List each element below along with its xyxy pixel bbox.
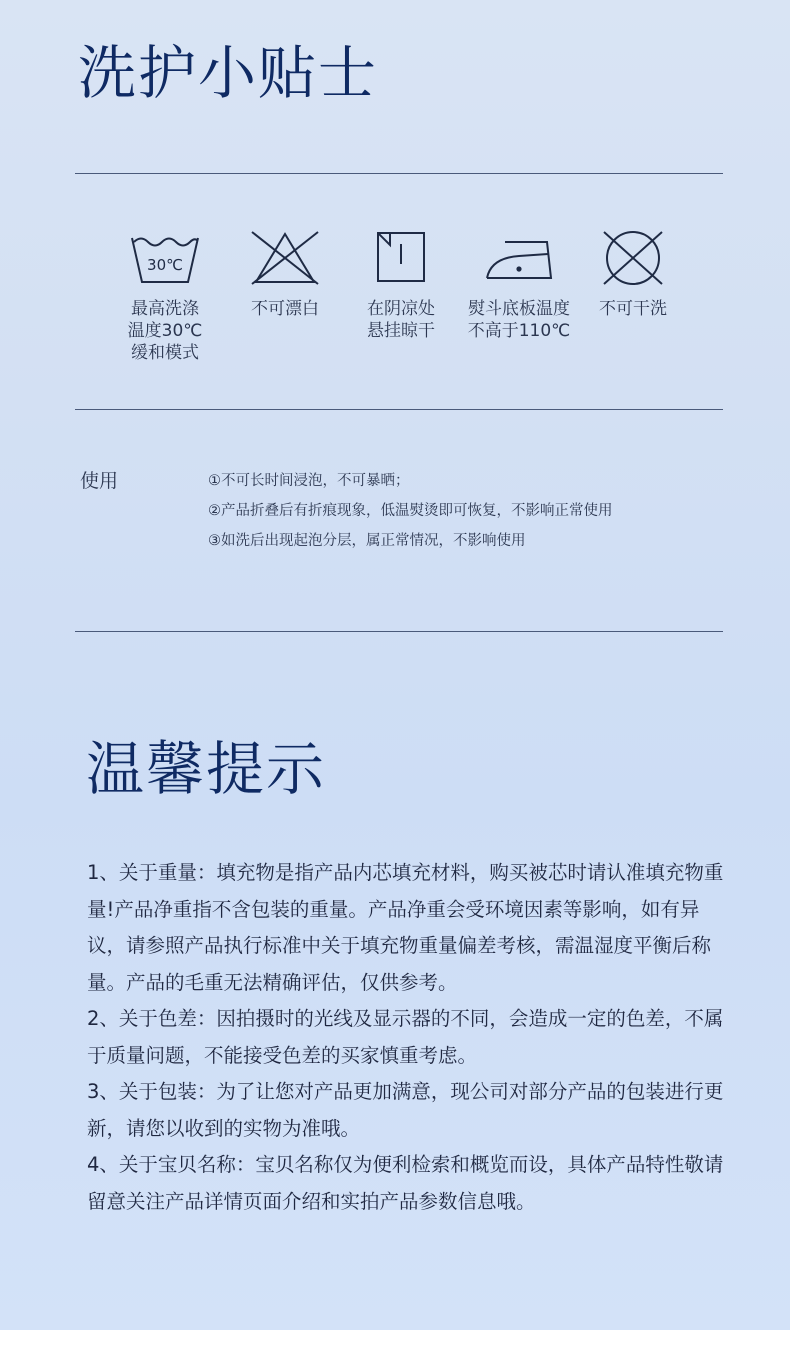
- notice-item: 1、关于重量：填充物是指产品内芯填充材料，购买被芯时请认准填充物重量!产品净重指不含包装的重量。产品净重会受环境因素等影响，如有异议，请参照产品执行标准中关于填充物重量偏差考核，需温湿度平衡后称量。产品的毛重无法精确评估，仅供参考。: [87, 861, 724, 994]
- divider: [75, 409, 723, 410]
- usage-list: [208, 466, 613, 556]
- notice-list: [87, 855, 727, 1220]
- care-tips-title: 洗护小贴士: [78, 39, 379, 107]
- care-label: 最高洗涤 温度30℃ 缓和模式: [127, 299, 203, 363]
- notice-item: 2、关于色差：因拍摄时的光线及显示器的不同，会造成一定的色差，不属于质量问题，不能接受色差的买家慎重考虑。: [87, 1007, 724, 1067]
- care-item-no-dry-clean: [578, 228, 688, 320]
- care-item-no-bleach: [230, 228, 340, 320]
- wash-temp-text: 30℃: [147, 256, 183, 274]
- notice-title: 温馨提示: [86, 735, 327, 803]
- care-item-iron: [464, 228, 574, 342]
- no-bleach-icon: [248, 228, 322, 288]
- notice-item: 3、关于包装：为了让您对产品更加满意，现公司对部分产品的包装进行更新，请您以收到的实物为准哦。: [87, 1080, 724, 1140]
- care-item-wash: [110, 228, 220, 364]
- usage-item: ①不可长时间浸泡，不可暴晒；: [208, 473, 410, 489]
- care-label: 熨斗底板温度 不高于110℃: [467, 299, 571, 341]
- divider: [75, 173, 723, 174]
- iron-low-icon: [479, 228, 559, 288]
- care-label: 不可干洗: [599, 299, 667, 319]
- care-item-line-dry: [346, 228, 456, 342]
- care-label: 在阴凉处 悬挂晾干: [367, 299, 435, 341]
- usage-item: ③如洗后出现起泡分层，属正常情况，不影响使用: [208, 533, 526, 549]
- usage-item: ②产品折叠后有折痕现象，低温熨烫即可恢复，不影响正常使用: [208, 503, 613, 519]
- no-dry-clean-icon: [596, 228, 670, 288]
- usage-label: 使用: [80, 470, 119, 492]
- care-label: 不可漂白: [251, 299, 319, 319]
- divider: [75, 631, 723, 632]
- wash-30-icon: [128, 228, 202, 288]
- notice-item: 4、关于宝贝名称：宝贝名称仅为便利检索和概览而设，具体产品特性敬请留意关注产品详情页面介绍和实拍产品参数信息哦。: [87, 1153, 724, 1213]
- line-dry-shade-icon: [364, 228, 438, 288]
